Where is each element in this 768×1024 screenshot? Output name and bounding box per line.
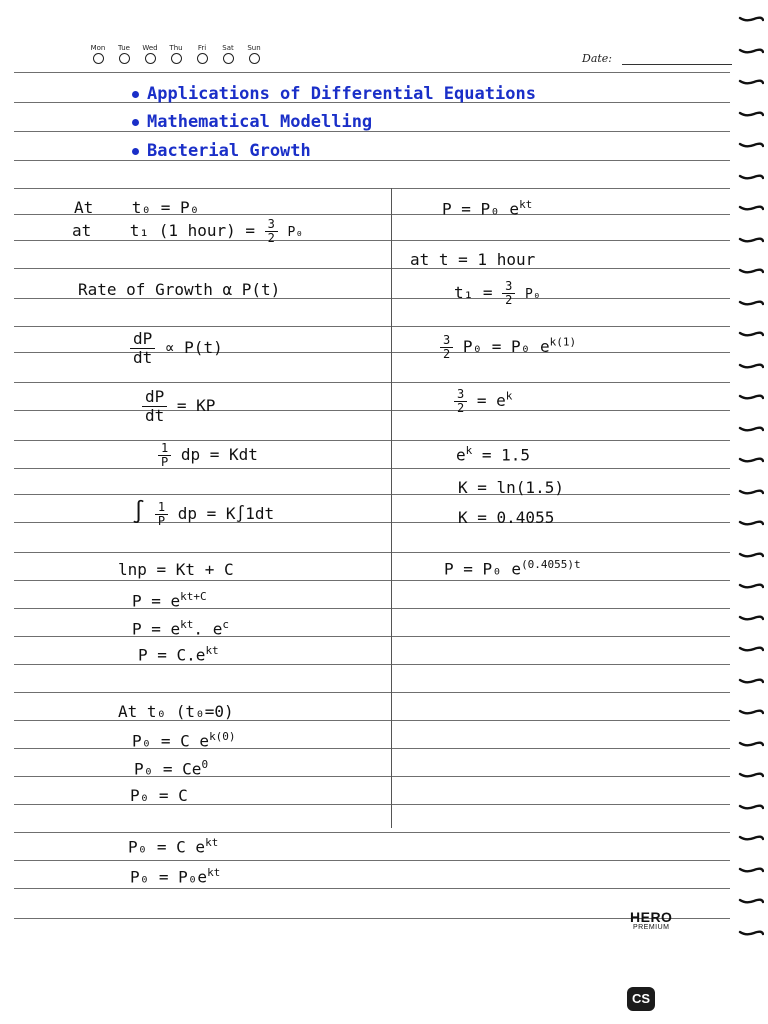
day-circle (223, 53, 234, 64)
eq-t1-value (454, 280, 541, 307)
eq-text: ∝ P(t) (164, 338, 223, 357)
ruled-line (14, 268, 730, 269)
eq-exp-solution-2 (132, 618, 229, 638)
exponent: (0.4055)t (521, 558, 581, 571)
eq-text: P₀ (287, 225, 304, 240)
spiral-hook-icon (738, 926, 764, 938)
eq-text: P = e (132, 591, 181, 611)
fraction-num: 3 (265, 218, 278, 232)
day-circle (119, 53, 130, 64)
fraction-den: 2 (443, 347, 451, 361)
eq-one-hour-condition (72, 218, 303, 245)
exponent: kt (205, 836, 219, 849)
integral-sign: ∫ (132, 500, 146, 525)
spiral-hook-icon (738, 737, 764, 749)
eq-text: = KP (176, 396, 216, 415)
spiral-hook-icon (738, 327, 764, 339)
spiral-hook-icon (738, 44, 764, 56)
eq-proportional (130, 330, 223, 367)
ruled-line (14, 522, 730, 523)
eq-text: P = C.e (138, 645, 206, 665)
eq-text: P = P₀ e (442, 199, 520, 219)
brand-sub: PREMIUM (632, 924, 670, 931)
fraction (502, 280, 515, 307)
spiral-hook-icon (738, 642, 764, 654)
eq-p-final (130, 866, 220, 886)
eq-final-model (444, 558, 581, 578)
eq-exp-solution-1 (132, 590, 207, 610)
fraction (454, 388, 467, 415)
eq-differential (142, 388, 215, 425)
eq-at-t0: At t₀ (t₀=0) (118, 702, 234, 721)
day-circle (93, 53, 104, 64)
fraction (130, 330, 155, 367)
ruled-line (14, 860, 730, 861)
spiral-hook-icon (738, 201, 764, 213)
spiral-hook-icon (738, 233, 764, 245)
eq-text: P₀ (525, 287, 541, 302)
camscanner-badge: CS (627, 987, 655, 1011)
weekday-selector (88, 44, 264, 64)
exponent: 0 (201, 758, 209, 771)
ruled-line (14, 804, 730, 805)
eq-k-log: K = ln(1.5) (458, 478, 564, 497)
eq-log-solution: lnp = Kt + C (118, 560, 234, 579)
date-line (622, 64, 732, 65)
spiral-hook-icon (738, 705, 764, 717)
exponent: kt (207, 866, 221, 879)
eq-text: At (74, 198, 94, 217)
bullet-icon (132, 119, 139, 126)
exponent: kt+C (180, 590, 207, 603)
eq-at-one-hour: at t = 1 hour (410, 250, 536, 269)
eq-text: = 1.5 (472, 445, 531, 465)
eq-exp-solution-3 (138, 644, 219, 664)
eq-p0-step-2 (134, 758, 208, 778)
ruled-line (14, 160, 730, 161)
eq-p-general (128, 836, 218, 856)
ruled-line (14, 636, 730, 637)
ruled-line (14, 918, 730, 919)
spiral-hook-icon (738, 894, 764, 906)
fraction-num: 3 (502, 280, 515, 294)
eq-text: = e (476, 391, 506, 410)
bullet-icon (132, 91, 139, 98)
eq-text: P = e (132, 619, 181, 639)
date-label: Date: (582, 52, 613, 65)
heading-bacterial-growth (132, 141, 311, 161)
eq-substitute (440, 334, 576, 361)
day-circle (145, 53, 156, 64)
fraction-den: 2 (267, 231, 275, 245)
eq-integral (132, 500, 274, 528)
day-fri (192, 44, 212, 64)
day-thu (166, 44, 186, 64)
eq-text: P₀ = P₀e (130, 867, 208, 887)
spiral-hook-icon (738, 548, 764, 560)
heading-text: Applications of Differential Equations (147, 84, 536, 104)
fraction-num: 3 (440, 334, 453, 348)
fraction-num: 3 (454, 388, 467, 402)
spiral-hook-icon (738, 611, 764, 623)
ruled-line (14, 552, 730, 553)
spiral-hook-icon (738, 831, 764, 843)
spiral-hook-icon (738, 296, 764, 308)
fraction-num: 1 (158, 442, 171, 456)
exponent: k(1) (549, 335, 577, 349)
spiral-hook-icon (738, 800, 764, 812)
eq-text: e (456, 445, 466, 465)
ruled-line (14, 494, 730, 495)
fraction-den: dt (133, 348, 153, 367)
eq-text: t₁ = (454, 283, 493, 302)
spiral-hook-icon (738, 138, 764, 150)
ruled-line (14, 440, 730, 441)
day-circle (197, 53, 208, 64)
eq-text: . e (193, 619, 223, 639)
eq-text: P₀ = C e (128, 837, 206, 857)
day-tue (114, 44, 134, 64)
ruled-line (14, 468, 730, 469)
ruled-line (14, 832, 730, 833)
fraction-den: P (161, 455, 169, 469)
eq-k-value: K = 0.4055 (458, 508, 555, 527)
exponent: c (222, 618, 229, 631)
day-mon (88, 44, 108, 64)
spiral-hook-icon (738, 390, 764, 402)
eq-p0-step-3: P₀ = C (130, 786, 188, 805)
fraction (440, 334, 453, 361)
eq-separated (158, 442, 258, 469)
eq-text: P = P₀ e (444, 559, 522, 579)
eq-model-form (442, 198, 532, 218)
eq-p0-step-1 (132, 730, 236, 750)
fraction-num: 1 (155, 501, 168, 515)
ruled-line (14, 188, 730, 189)
day-label: Sat (222, 44, 234, 52)
ruled-line (14, 326, 730, 327)
spiral-hook-icon (738, 485, 764, 497)
spiral-hook-icon (738, 264, 764, 276)
eq-text: P₀ = Ce (134, 759, 202, 779)
fraction-den: P (157, 514, 166, 528)
day-label: Thu (169, 44, 183, 52)
day-wed (140, 44, 160, 64)
spiral-hook-icon (738, 75, 764, 87)
spiral-hook-icon (738, 453, 764, 465)
spiral-hook-icon (738, 170, 764, 182)
eq-text: at (72, 221, 92, 240)
exponent: k (465, 444, 473, 457)
fraction (155, 501, 168, 528)
day-circle (171, 53, 182, 64)
eq-ek-value (456, 444, 530, 464)
bullet-icon (132, 148, 139, 155)
exponent: kt (205, 644, 219, 657)
brand-logo (630, 910, 672, 932)
column-divider (391, 188, 392, 828)
ruled-line (14, 888, 730, 889)
spiral-hook-icon (738, 863, 764, 875)
exponent: kt (519, 198, 533, 211)
exponent: k(0) (209, 730, 236, 743)
spiral-hook-icon (738, 768, 764, 780)
ruled-line (14, 692, 730, 693)
spiral-hook-icon (738, 579, 764, 591)
ruled-line (14, 72, 730, 73)
day-sat (218, 44, 238, 64)
fraction-den: 2 (505, 293, 513, 307)
ruled-line (14, 608, 730, 609)
heading-applications (132, 84, 536, 104)
eq-text: dp = K∫1dt (177, 504, 275, 523)
spiral-hook-icon (738, 422, 764, 434)
fraction-den: dt (145, 406, 165, 425)
ruled-line (14, 352, 730, 353)
fraction-num: dP (130, 330, 155, 349)
eq-initial-condition (74, 198, 199, 217)
eq-ratio (454, 388, 512, 415)
fraction (142, 388, 167, 425)
day-circle (249, 53, 260, 64)
ruled-line (14, 748, 730, 749)
fraction-den: 2 (457, 401, 465, 415)
exponent: k (505, 389, 513, 403)
spiral-hook-icon (738, 12, 764, 24)
fraction (158, 442, 171, 469)
eq-text: P₀ = P₀ e (462, 337, 550, 356)
eq-text: t₀ = P₀ (131, 198, 200, 217)
day-label: Sun (247, 44, 261, 52)
heading-text: Mathematical Modelling (147, 112, 373, 132)
heading-text: Bacterial Growth (147, 141, 311, 161)
eq-rate-of-growth: Rate of Growth α P(t) (78, 280, 281, 299)
heading-modelling (132, 112, 372, 132)
day-label: Fri (197, 44, 207, 52)
ruled-line (14, 664, 730, 665)
day-label: Tue (118, 44, 130, 52)
day-label: Mon (90, 44, 106, 52)
day-label: Wed (142, 44, 158, 52)
spiral-hook-icon (738, 674, 764, 686)
eq-text: P₀ = C e (132, 731, 210, 751)
spiral-hook-icon (738, 516, 764, 528)
spiral-hook-icon (738, 359, 764, 371)
exponent: kt (180, 618, 194, 631)
eq-text: t₁ (1 hour) = (129, 221, 256, 240)
day-sun (244, 44, 264, 64)
ruled-line (14, 776, 730, 777)
fraction-num: dP (142, 388, 167, 407)
fraction (265, 218, 278, 245)
eq-text: dp = Kdt (180, 445, 258, 464)
spiral-hook-icon (738, 107, 764, 119)
brand-name: HERO (630, 909, 673, 925)
ruled-line (14, 410, 730, 411)
ruled-line (14, 382, 730, 383)
ruled-line (14, 580, 730, 581)
